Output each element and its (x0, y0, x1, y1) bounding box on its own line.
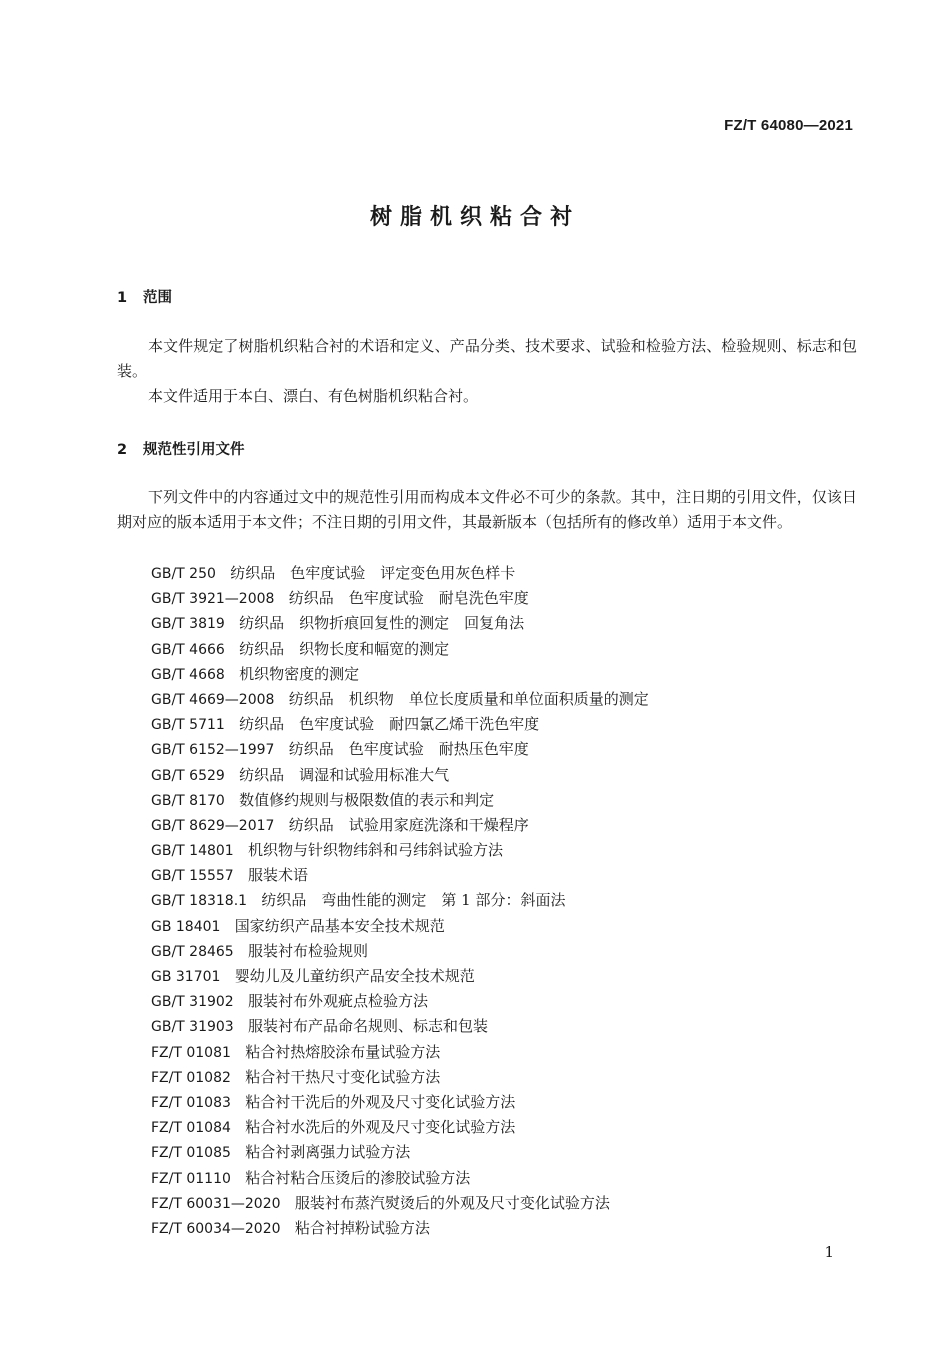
reference-code: FZ/T 01084 (151, 1120, 231, 1137)
reference-item (151, 662, 649, 687)
reference-item (151, 1065, 649, 1090)
reference-title: 纺织品 机织物 单位长度质量和单位面积质量的测定 (288, 689, 649, 708)
reference-item (151, 1040, 649, 1065)
reference-item (151, 611, 649, 636)
reference-title: 纺织品 弯曲性能的测定 第 1 部分：斜面法 (261, 891, 566, 910)
reference-list (151, 561, 649, 1241)
reference-gap (231, 1143, 245, 1161)
reference-item (151, 561, 649, 586)
reference-code: GB/T 6152—1997 (151, 742, 275, 759)
reference-title: 粘合衬干洗后的外观及尺寸变化试验方法 (245, 1092, 516, 1111)
reference-gap (220, 967, 234, 985)
reference-gap (274, 589, 288, 607)
reference-gap (225, 640, 239, 658)
reference-item (151, 964, 649, 989)
reference-gap (225, 715, 239, 733)
reference-code: GB/T 8170 (151, 792, 225, 809)
reference-item (151, 888, 649, 913)
reference-item (151, 1140, 649, 1165)
section-1-heading (117, 286, 172, 307)
reference-title: 粘合衬掉粉试验方法 (294, 1218, 430, 1237)
reference-title: 机织物密度的测定 (239, 664, 360, 683)
standard-code: FZ/T 64080—2021 (724, 117, 853, 134)
reference-title: 粘合衬剥离强力试验方法 (245, 1143, 411, 1162)
reference-item (151, 586, 649, 611)
reference-gap (274, 740, 288, 758)
reference-gap (231, 1118, 245, 1136)
document-title: 树脂机织粘合衬 (369, 205, 580, 230)
reference-code: GB/T 15557 (151, 868, 234, 885)
section-number: 1 (117, 290, 128, 306)
reference-title: 纺织品 色牢度试验 评定变色用灰色样卡 (230, 564, 516, 582)
reference-title: 粘合衬热熔胶涂布量试验方法 (245, 1042, 441, 1061)
reference-title: 纺织品 织物长度和幅宽的测定 (239, 639, 450, 658)
reference-gap (234, 841, 248, 859)
reference-gap (274, 690, 288, 708)
reference-gap (225, 665, 239, 683)
reference-gap (234, 1017, 248, 1035)
reference-gap (220, 917, 234, 935)
reference-title: 粘合衬干热尺寸变化试验方法 (245, 1067, 441, 1086)
reference-code: FZ/T 01085 (151, 1145, 231, 1162)
reference-code: FZ/T 01083 (151, 1094, 231, 1111)
reference-title: 粘合衬水洗后的外观及尺寸变化试验方法 (245, 1118, 516, 1137)
reference-title: 纺织品 织物折痕回复性的测定 回复角法 (239, 614, 525, 633)
section-title: 范围 (143, 290, 172, 306)
section-number: 2 (117, 442, 128, 458)
reference-code: GB/T 4666 (151, 641, 225, 658)
reference-code: GB/T 3921—2008 (151, 591, 275, 608)
reference-code: GB/T 3819 (151, 616, 225, 633)
reference-item (151, 637, 649, 662)
reference-code: FZ/T 60034—2020 (151, 1220, 281, 1237)
reference-gap (247, 891, 261, 909)
reference-item (151, 712, 649, 737)
reference-title: 机织物与针织物纬斜和弓纬斜试验方法 (248, 841, 504, 860)
reference-code: FZ/T 01081 (151, 1044, 231, 1061)
reference-item (151, 838, 649, 863)
reference-code: GB/T 31902 (151, 994, 234, 1011)
reference-code: FZ/T 01082 (151, 1069, 231, 1086)
reference-gap (216, 564, 230, 582)
reference-title: 服装衬布产品命名规则、标志和包装 (248, 1017, 489, 1036)
reference-code: GB/T 6529 (151, 767, 225, 784)
reference-title: 服装衬布蒸汽熨烫后的外观及尺寸变化试验方法 (294, 1193, 610, 1212)
reference-gap (234, 942, 248, 960)
references-intro-paragraph: 下列文件中的内容通过文中的规范性引用而构成本文件必不可少的条款。其中，注日期的引用文件，仅该日期对应的版本适用于本文件；不注日期的引用文件，其最新版本（包括所有的修改单）适用于本文件。 (117, 488, 857, 531)
reference-gap (234, 992, 248, 1010)
reference-item (151, 1115, 649, 1140)
reference-code: GB/T 8629—2017 (151, 817, 275, 834)
reference-item (151, 687, 649, 712)
applicability-paragraph: 本文件适用于本白、漂白、有色树脂机织粘合衬。 (148, 387, 479, 405)
reference-code: GB/T 31903 (151, 1019, 234, 1036)
reference-code: GB/T 250 (151, 566, 216, 582)
reference-title: 纺织品 色牢度试验 耐四氯乙烯干洗色牢度 (239, 715, 540, 734)
section-2-heading (117, 438, 245, 459)
reference-item (151, 788, 649, 813)
reference-gap (231, 1093, 245, 1111)
reference-code: GB/T 5711 (151, 717, 225, 734)
reference-gap (234, 866, 248, 884)
reference-code: FZ/T 60031—2020 (151, 1195, 281, 1212)
reference-code: GB/T 4669—2008 (151, 691, 275, 708)
reference-title: 服装术语 (248, 866, 309, 885)
reference-code: GB 18401 (151, 918, 221, 935)
reference-title: 国家纺织产品基本安全技术规范 (234, 916, 445, 935)
scope-paragraph: 本文件规定了树脂机织粘合衬的术语和定义、产品分类、技术要求、试验和检验方法、检验规则、标志和包装。 (117, 337, 857, 380)
reference-item (151, 1090, 649, 1115)
page-number: 1 (824, 1243, 834, 1261)
reference-code: GB/T 18318.1 (151, 893, 248, 910)
reference-code: FZ/T 01110 (151, 1170, 231, 1187)
reference-gap (274, 816, 288, 834)
reference-item (151, 737, 649, 762)
reference-item (151, 914, 649, 939)
reference-item (151, 863, 649, 888)
reference-gap (281, 1194, 295, 1212)
reference-item (151, 989, 649, 1014)
reference-title: 纺织品 色牢度试验 耐皂洗色牢度 (288, 589, 529, 608)
reference-item (151, 1166, 649, 1191)
reference-code: GB 31701 (151, 969, 221, 985)
reference-gap (231, 1169, 245, 1187)
reference-item (151, 763, 649, 788)
reference-item (151, 1191, 649, 1216)
reference-title: 纺织品 试验用家庭洗涤和干燥程序 (288, 815, 529, 834)
reference-gap (281, 1219, 295, 1237)
section-title: 规范性引用文件 (143, 442, 245, 458)
reference-item (151, 1014, 649, 1039)
reference-gap (225, 766, 239, 784)
reference-title: 服装衬布外观疵点检验方法 (248, 992, 429, 1011)
reference-title: 数值修约规则与极限数值的表示和判定 (239, 790, 495, 809)
reference-gap (225, 791, 239, 809)
reference-title: 粘合衬粘合压烫后的渗胶试验方法 (245, 1168, 471, 1187)
reference-code: GB/T 14801 (151, 843, 234, 860)
reference-gap (231, 1068, 245, 1086)
reference-item (151, 1216, 649, 1241)
reference-gap (231, 1043, 245, 1061)
reference-gap (225, 614, 239, 632)
reference-title: 纺织品 色牢度试验 耐热压色牢度 (288, 740, 529, 759)
reference-title: 纺织品 调湿和试验用标准大气 (239, 765, 450, 784)
reference-item (151, 813, 649, 838)
reference-code: GB/T 28465 (151, 943, 234, 960)
reference-code: GB/T 4668 (151, 666, 225, 683)
reference-item (151, 939, 649, 964)
reference-title: 服装衬布检验规则 (248, 941, 369, 960)
reference-title: 婴幼儿及儿童纺织产品安全技术规范 (234, 967, 475, 985)
